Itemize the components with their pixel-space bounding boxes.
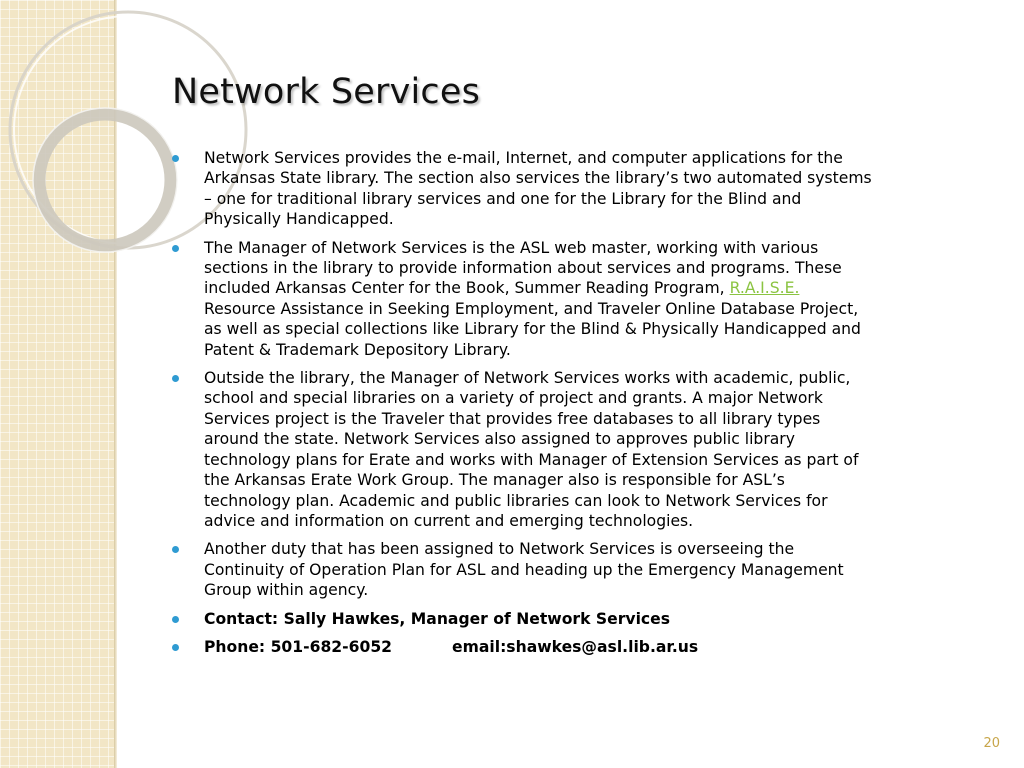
bullet-text-after-link: Resource Assistance in Seeking Employment, and Traveler Online Database Project, as well as special collections like Library for the Blind & Physically Handicapped and Patent & Trademark Depository Library.: [204, 299, 861, 359]
bullet-icon: [172, 644, 179, 651]
bullet-icon: [172, 155, 179, 162]
list-item: [172, 238, 872, 360]
contact-item: [172, 609, 872, 629]
bullet-text-before-link: The Manager of Network Services is the ASL web master, working with various sections in the library to provide information about services and programs. These included Arkansas Center for the Book, Summer Reading Program,: [204, 238, 842, 298]
phone-email-item: [172, 637, 872, 657]
bullet-icon: [172, 546, 179, 553]
small-ring-highlight: [33, 108, 177, 252]
list-item: [172, 148, 872, 230]
bullet-icon: [172, 245, 179, 252]
page-number: 20: [983, 736, 1000, 751]
slide-title: Network Services: [172, 72, 481, 112]
bullet-text: Another duty that has been assigned to Network Services is overseeing the Continuity of Operation Plan for ASL and heading up the Emergency Management Group within agency.: [204, 540, 844, 600]
bullet-icon: [172, 375, 179, 382]
raise-link[interactable]: R.A.I.S.E.: [729, 279, 800, 298]
phone-text: Phone: 501-682-6052: [204, 637, 393, 656]
bullet-icon: [172, 616, 179, 623]
bullet-text: Outside the library, the Manager of Network Services works with academic, public, school and special libraries on a variety of project and grants. A major Network Services project is the Traveler that provides free databases to all library types around the state. Network Services also assigned to approves public library technology plans for Erate and works with Manager of Extension Services as part of the Arkansas Erate Work Group. The manager also is responsible for ASL’s technology plan. Academic and public libraries can look to Network Services for advice and information on current and emerging technologies.: [204, 369, 859, 530]
bullet-list: [172, 148, 872, 665]
small-ring: [39, 114, 171, 246]
bullet-text: Network Services provides the e-mail, Internet, and computer applications for the Arkansas State library. The section also services the library’s two automated systems – one for traditional library services and one for the Library for the Blind and Physically Handicapped.: [204, 149, 872, 229]
email-text: email:shawkes@asl.lib.ar.us: [452, 637, 699, 656]
list-item: [172, 539, 872, 600]
contact-text: Contact: Sally Hawkes, Manager of Network Services: [204, 609, 671, 628]
list-item: [172, 368, 872, 531]
